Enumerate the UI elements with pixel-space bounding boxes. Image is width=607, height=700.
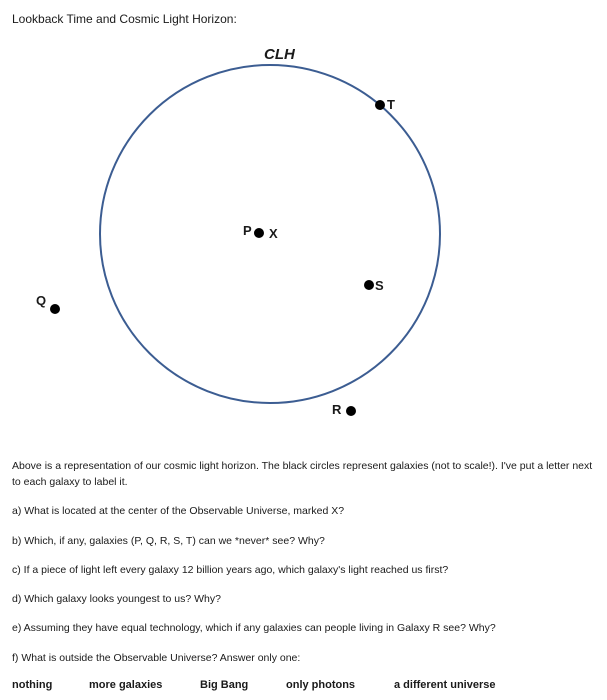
question-b: b) Which, if any, galaxies (P, Q, R, S, T) can we *never* see? Why? [12,535,325,547]
question-f: f) What is outside the Observable Universe? Answer only one: [12,652,301,664]
galaxy-p-label: P [243,223,252,238]
choice-only-photons: only photons [286,679,356,691]
choice-nothing: nothing [12,679,53,691]
choice-big-bang: Big Bang [200,679,249,691]
galaxy-s-label: S [375,278,384,293]
galaxy-t [375,100,385,110]
intro-paragraph: Above is a representation of our cosmic light horizon. The black circles represent galaxies (not to scale!). I've put a letter next to each galaxy to label it. [12,460,593,488]
page-title: Lookback Time and Cosmic Light Horizon: [12,12,237,26]
question-c: c) If a piece of light left every galaxy 12 billion years ago, which galaxy's light reached us first? [12,564,449,576]
center-label: X [269,226,278,241]
question-a: a) What is located at the center of the Observable Universe, marked X? [12,505,345,517]
galaxy-q [50,304,60,314]
galaxy-t-label: T [387,97,395,112]
galaxy-r [346,406,356,416]
question-d: d) Which galaxy looks youngest to us? Why? [12,593,221,605]
question-e: e) Assuming they have equal technology, which if any galaxies can people living in Galaxy R see? Why? [12,622,496,634]
choice-more-galaxies: more galaxies [89,679,163,691]
horizon-label: CLH [264,46,295,63]
galaxy-r-label: R [332,402,342,417]
choice-different-universe: a different universe [394,679,496,691]
galaxy-p [254,228,264,238]
galaxy-s [364,280,374,290]
galaxy-q-label: Q [36,293,47,308]
